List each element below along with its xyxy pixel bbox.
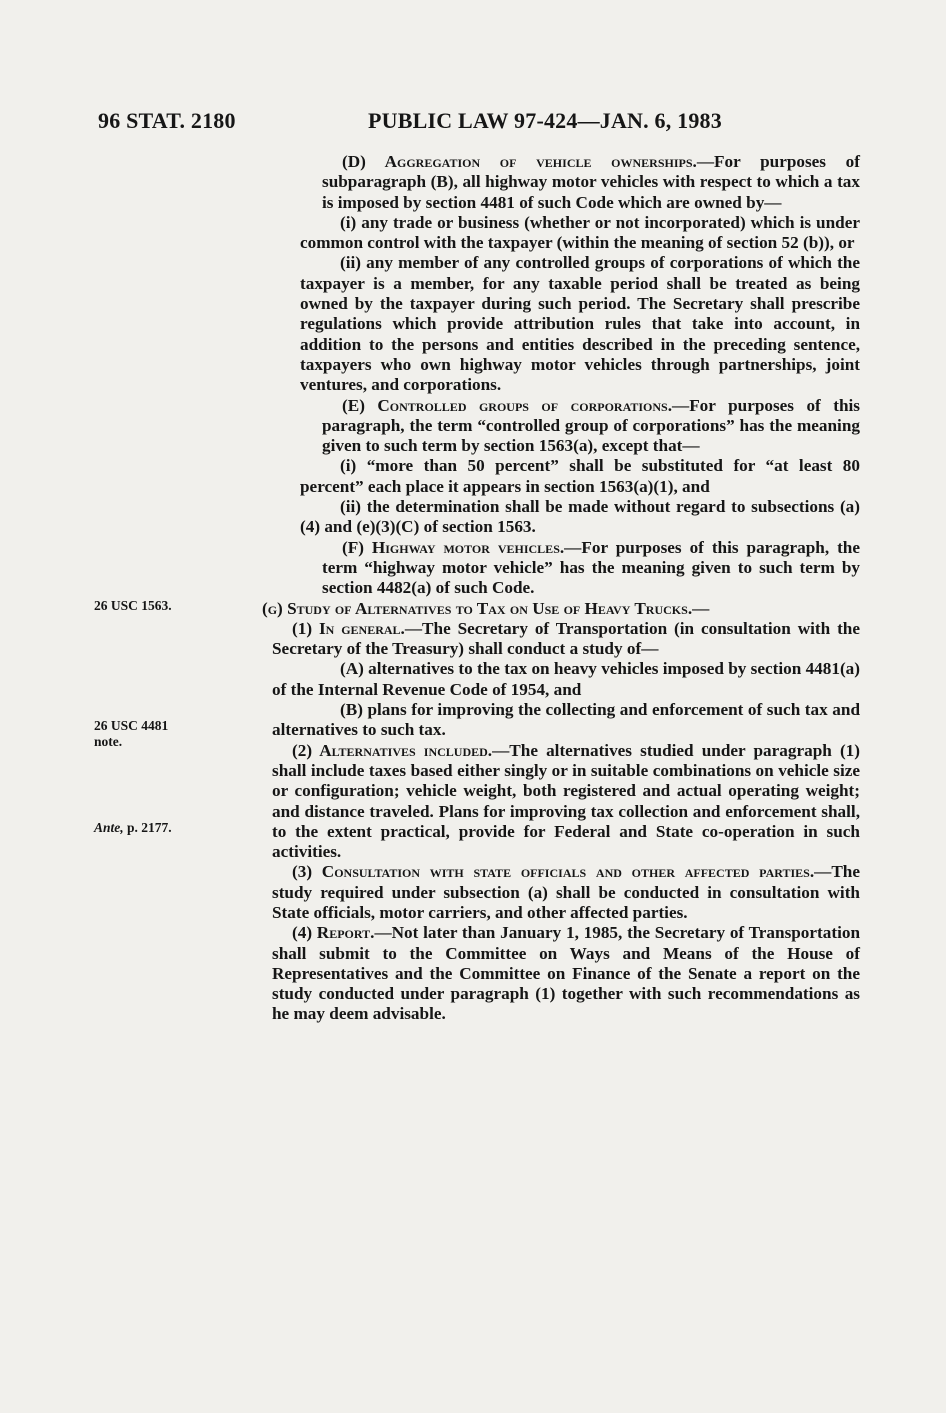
statute-page-number: 96 STAT. 2180 [98,108,236,133]
paragraph-g3 [272,862,860,923]
heading-g3: (3) Consultation with state officials and other affected parties. [292,862,815,882]
paragraph-g2 [272,741,860,863]
clause-d-i-text: (i) any trade or business (whether or not incorporated) which is under common control with the taxpayer (within the meaning of section 52 (b)), or [300,212,860,253]
heading-g1: (1) In general. [292,618,405,638]
text-g2: —The alternatives studied under paragraph (1) shall include taxes based either singly or in suitable combinations on vehicle size or configuration; vehicle weight, both registered and actual operating weight; and distance traveled. Plans for improving tax collection and enforcement shall, to the extent practical, provide for Federal and State co-operation in such activities. [272,740,860,862]
heading-g2: (2) Alternatives included. [292,740,493,760]
paragraph-f [322,538,860,599]
margin-note-ante [94,820,224,836]
heading-f: (F) Highway motor vehicles. [342,537,565,557]
margin-note-ante-page: p. 2177. [123,820,172,835]
heading-e: (E) Controlled groups of corporations. [342,395,672,415]
heading-g-dash: — [692,598,710,618]
text-f: —For purposes of this paragraph, the term “highway motor vehicle” has the meaning given to such term by section 4482(a) of such Code. [322,537,860,598]
paragraph-d [322,152,860,213]
heading-g4: (4) Report. [292,923,375,943]
paragraph-g1 [272,619,860,660]
public-law-heading: PUBLIC LAW 97-424—JAN. 6, 1983 [368,108,722,133]
clause-g1-a: (A) alternatives to the tax on heavy vehicles imposed by section 4481(a) of the Internal Revenue Code of 1954, and [272,659,860,699]
heading-g: (g) Study of Alternatives to Tax on Use of Heavy Trucks. [262,598,693,618]
margin-note-ante-italic: Ante, [94,820,124,835]
subsection-g [262,599,860,619]
text-e: —For purposes of this paragraph, the term “controlled group of corporations” has the meaning given to such term by section 1563(a), except that— [322,395,860,456]
paragraph-g4 [272,923,860,1024]
page-header [0,108,946,138]
clause-e-ii-text: (ii) the determination shall be made without regard to subsections (a)(4) and (e)(3)(C) of section 1563. [300,497,860,537]
text-g4: —Not later than January 1, 1985, the Secretary of Transportation shall submit to the Committee on Ways and Means of the House of Representatives and the Committee on Finance of the Senate a report on the study conducted under paragraph (1) together with such recommendations as he may deem advisable. [272,923,861,1024]
statute-body [262,152,861,1025]
heading-d: (D) Aggregation of vehicle ownerships. [342,152,697,171]
clause-e-i-text: (i) “more than 50 percent” shall be substituted for “at least 80 percent” each place it appears in section 1563(a)(1), and [300,456,860,496]
text-g1: —The Secretary of Transportation (in consultation with the Secretary of the Treasury) shall conduct a study of— [272,618,860,659]
paragraph-e [322,396,860,457]
text-d: —For purposes of subparagraph (B), all highway motor vehicles with respect to which a tax is imposed by section 4481 of such Code which are owned by— [322,152,860,212]
text-g3: —The study required under subsection (a) shall be conducted in consultation with State officials, motor carriers, and other affected parties. [272,862,860,922]
clause-d-ii-text: (ii) any member of any controlled groups of corporations of which the taxpayer is a member, for any taxable period shall be treated as being owned by the taxpayer during such period. The Secretary shall prescribe regulations which provide attribution rules that take into account, in addition to the persons and entities described in the preceding sentence, taxpayers who own highway motor vehicles through partnerships, joint ventures, and corporations. [300,253,860,395]
margin-note-usc-1563: 26 USC 1563. [94,598,172,613]
clause-g1-b: (B) plans for improving the collecting and enforcement of such tax and alternatives to such tax. [272,700,860,740]
margin-note-usc-4481: 26 USC 4481 note. [94,718,169,749]
